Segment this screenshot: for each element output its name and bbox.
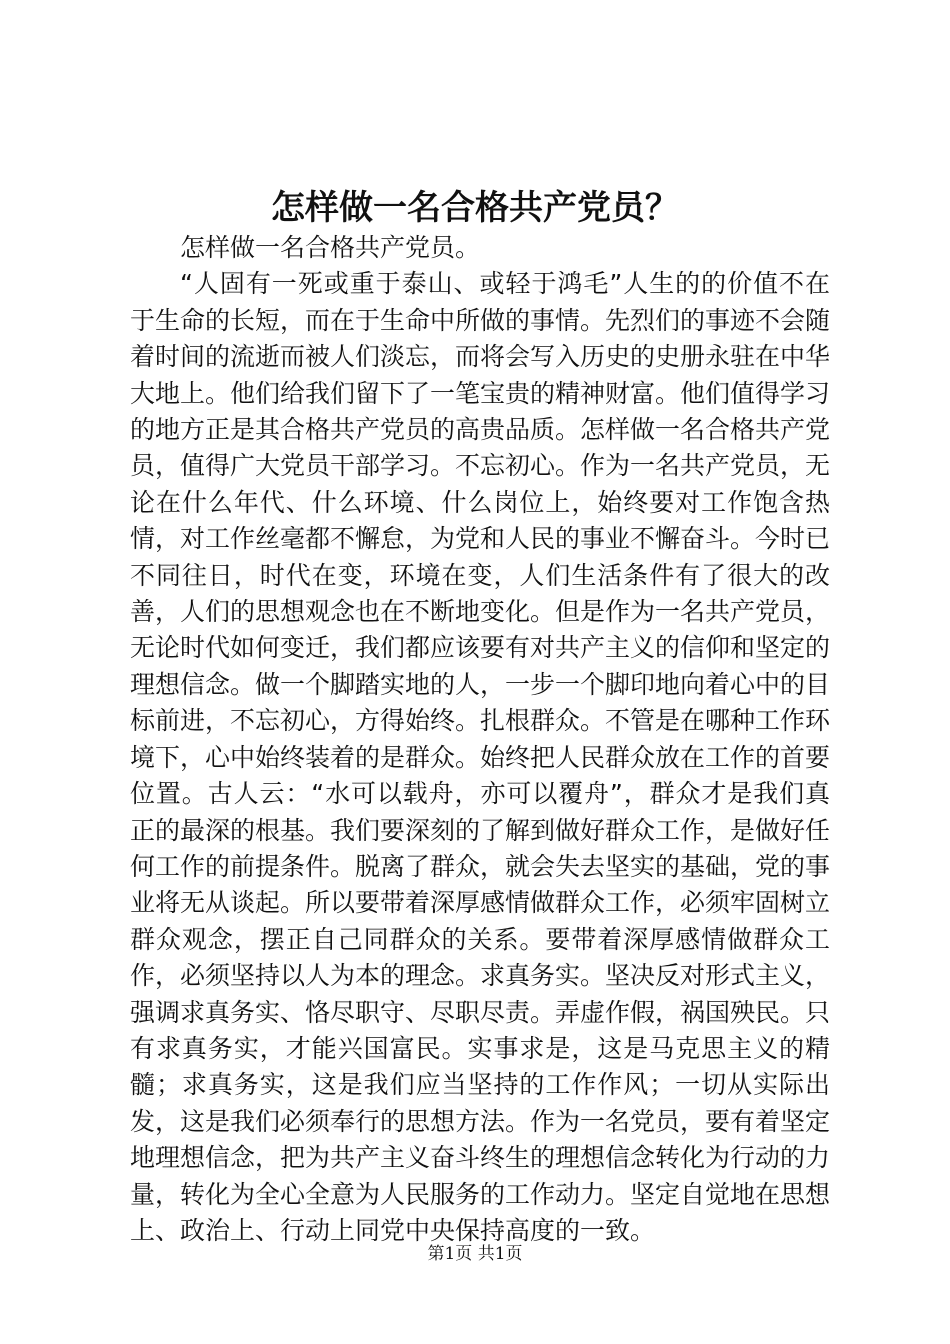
page-footer: 第1页 共1页	[427, 1244, 523, 1264]
document-body	[130, 230, 830, 1249]
paragraph-main: “人固有一死或重于泰山、或轻于鸿毛”人生的的价值不在于生命的长短，而在于生命中所做的事情。先烈们的事迹不会随着时间的流逝而被人们淡忘，而将会写入历史的史册永驻在中华大地上。他们给我们留下了一笔宝贵的精神财富。他们值得学习的地方正是其合格共产党员的高贵品质。怎样做一名合格共产党员，值得广大党员干部学习。不忘初心。作为一名共产党员，无论在什么年代、什么环境、什么岗位上，始终要对工作饱含热情，对工作丝毫都不懈怠，为党和人民的事业不懈奋斗。今时已不同往日，时代在变，环境在变，人们生活条件有了很大的改善，人们的思想观念也在不断地变化。但是作为一名共产党员，无论时代如何变迁，我们都应该要有对共产主义的信仰和坚定的理想信念。做一个脚踏实地的人，一步一个脚印地向着心中的目标前进，不忘初心，方得始终。扎根群众。不管是在哪种工作环境下，心中始终装着的是群众。始终把人民群众放在工作的首要位置。古人云：“水可以载舟，亦可以覆舟”，群众才是我们真正的最深的根基。我们要深刻的了解到做好群众工作，是做好任何工作的前提条件。脱离了群众，就会失去坚实的基础，党的事业将无从谈起。所以要带着深厚感情做群众工作，必须牢固树立群众观念，摆正自己同群众的关系。要带着深厚感情做群众工作，必须坚持以人为本的理念。求真务实。坚决反对形式主义，强调求真务实、恪尽职守、尽职尽责。弄虚作假，祸国殃民。只有求真务实，才能兴国富民。实事求是，这是马克思主义的精髓；求真务实，这是我们应当坚持的工作作风；一切从实际出发，这是我们必须奉行的思想方法。作为一名党员，要有着坚定地理想信念，把为共产主义奋斗终生的理想信念转化为行动的力量，转化为全心全意为人民服务的工作动力。坚定自觉地在思想上、政治上、行动上同党中央保持高度的一致。	[130, 269, 831, 1245]
document-title: 怎样做一名合格共产党员？	[271, 188, 679, 228]
paragraph-intro: 怎样做一名合格共产党员。	[180, 233, 481, 262]
